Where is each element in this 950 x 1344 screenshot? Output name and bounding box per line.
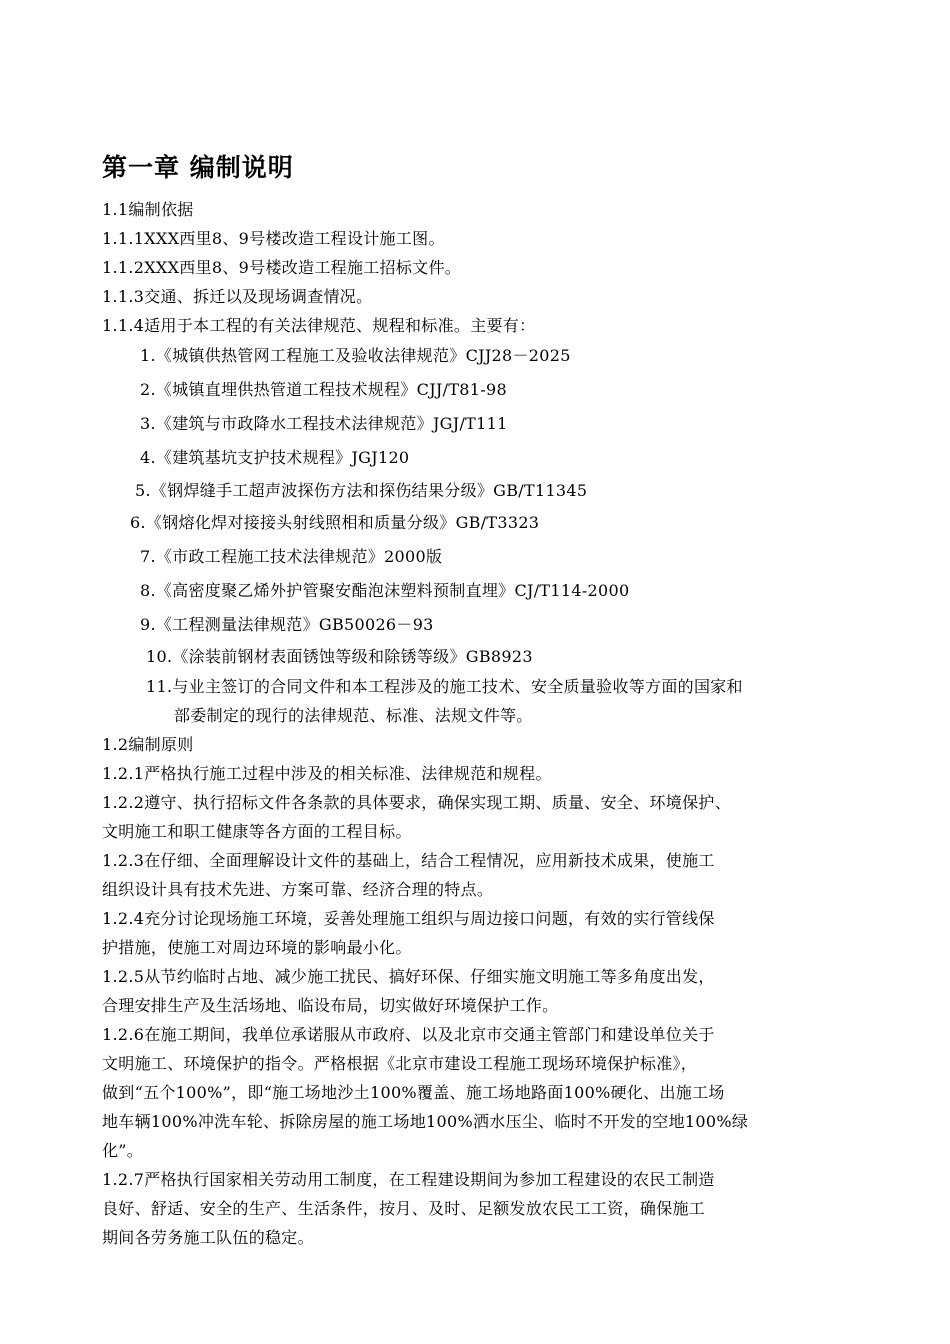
standard-list-item-continued: 部委制定的现行的法律规范、标准、法规文件等。 <box>174 706 533 725</box>
paragraph-line: 1.1.2XXX西里8、9号楼改造工程施工招标文件。 <box>102 258 462 277</box>
section-heading: 1.1编制依据 <box>102 200 194 219</box>
paragraph-line: 1.2.7严格执行国家相关劳动用工制度，在工程建设期间为参加工程建设的农民工制造 <box>102 1170 715 1189</box>
paragraph-line: 合理安排生产及生活场地、临设布局，切实做好环境保护工作。 <box>102 996 559 1015</box>
section-heading: 1.2编制原则 <box>102 735 194 754</box>
paragraph-line: 1.2.2遵守、执行招标文件各条款的具体要求，确保实现工期、质量、安全、环境保护、 <box>102 793 732 812</box>
standard-list-item: 9.《工程测量法律规范》GB50026－93 <box>140 615 434 634</box>
paragraph-line: 1.2.1严格执行施工过程中涉及的相关标准、法律规范和规程。 <box>102 764 552 783</box>
paragraph-line: 1.1.3交通、拆迁以及现场调查情况。 <box>102 287 373 306</box>
standard-list-item: 7.《市政工程施工技术法律规范》2000版 <box>140 547 443 566</box>
standard-list-item: 10.《涂装前钢材表面锈蚀等级和除锈等级》GB8923 <box>146 647 533 666</box>
paragraph-line: 文明施工和职工健康等各方面的工程目标。 <box>102 822 412 841</box>
paragraph-line: 化”。 <box>102 1141 144 1160</box>
standard-list-item: 2.《城镇直埋供热管道工程技术规程》CJJ/T81-98 <box>140 380 507 399</box>
standard-list-item: 8.《高密度聚乙烯外护管聚安酯泡沫塑料预制直埋》CJ/T114-2000 <box>140 581 630 600</box>
paragraph-line: 1.1.1XXX西里8、9号楼改造工程设计施工图。 <box>102 229 445 248</box>
standard-list-item: 1.《城镇供热管网工程施工及验收法律规范》CJJ28－2025 <box>140 346 571 365</box>
paragraph-line: 期间各劳务施工队伍的稳定。 <box>102 1228 314 1247</box>
paragraph-line: 1.2.5从节约临时占地、减少施工扰民、搞好环保、仔细实施文明施工等多角度出发， <box>102 967 715 986</box>
standard-list-item: 5.《钢焊缝手工超声波探伤方法和探伤结果分级》GB/T11345 <box>135 481 588 500</box>
chapter-title: 第一章 编制说明 <box>102 153 294 182</box>
paragraph-line: 良好、舒适、安全的生产、生活条件，按月、及时、足额发放农民工工资，确保施工 <box>102 1199 706 1218</box>
paragraph-line: 1.2.3在仔细、全面理解设计文件的基础上，结合工程情况，应用新技术成果，使施工 <box>102 851 715 870</box>
standard-list-item: 4.《建筑基坑支护技术规程》JGJ120 <box>140 448 410 467</box>
paragraph-line: 1.2.6在施工期间，我单位承诺服从市政府、以及北京市交通主管部门和建设单位关于 <box>102 1025 715 1044</box>
paragraph-line: 组织设计具有技术先进、方案可靠、经济合理的特点。 <box>102 880 494 899</box>
paragraph-line: 做到“五个100%”，即“施工场地沙土100%覆盖、施工场地路面100%硬化、出施工场 <box>102 1083 725 1102</box>
paragraph-line: 1.2.4充分讨论现场施工环境，妥善处理施工组织与周边接口问题，有效的实行管线保 <box>102 909 715 928</box>
paragraph-line: 文明施工、环境保护的指令。严格根据《北京市建设工程施工现场环境保护标准》， <box>102 1054 698 1073</box>
standard-list-item: 11.与业主签订的合同文件和本工程涉及的施工技术、安全质量验收等方面的国家和 <box>146 677 743 696</box>
paragraph-line: 1.1.4适用于本工程的有关法律规范、规程和标准。主要有： <box>102 316 536 335</box>
standard-list-item: 3.《建筑与市政降水工程技术法律规范》JGJ/T111 <box>140 414 508 433</box>
paragraph-line: 护措施，使施工对周边环境的影响最小化。 <box>102 938 412 957</box>
paragraph-line: 地车辆100%冲洗车轮、拆除房屋的施工场地100%洒水压尘、临时不开发的空地100%绿 <box>102 1112 749 1131</box>
standard-list-item: 6.《钢熔化焊对接接头射线照相和质量分级》GB/T3323 <box>130 513 540 532</box>
